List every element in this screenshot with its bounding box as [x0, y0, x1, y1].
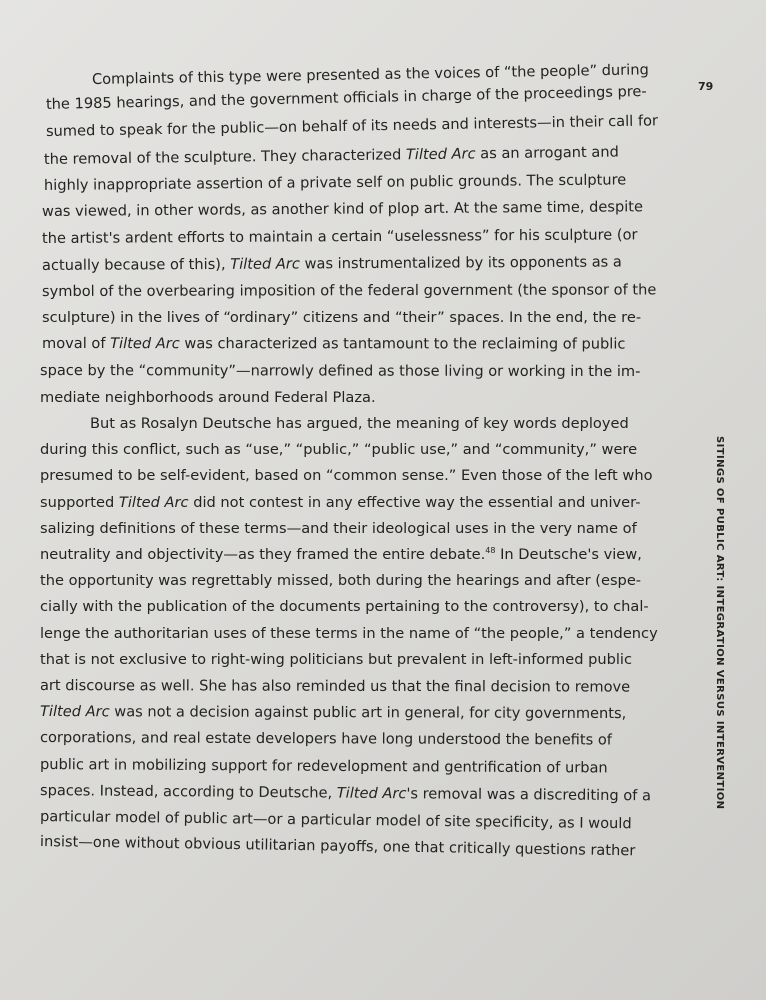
line-text: art discourse as well. She has also reminded us that the final decision to remove [39, 677, 631, 696]
body-line-14 [90, 414, 629, 434]
body-line-18 [40, 519, 637, 539]
body-line-15 [40, 440, 637, 460]
line-text: the opportunity was regrettably missed, both during the hearings and after (espe- [40, 572, 642, 589]
body-line-24 [40, 676, 630, 698]
italic-title: Tilted Arc [336, 784, 407, 803]
body-line-26 [40, 728, 612, 750]
line-text: Complaints of this type were presented as the voices of “the people” during [91, 61, 649, 88]
body-line-6 [42, 197, 643, 222]
line-text: that is not exclusive to right-wing politicians but prevalent in left-informed public [40, 651, 633, 668]
line-text: actually because of this), [41, 255, 231, 274]
italic-title: Tilted Arc [405, 145, 476, 164]
body-line-4 [44, 142, 619, 170]
body-line-8 [42, 252, 622, 276]
body-line-5 [44, 170, 626, 196]
line-text: cially with the publication of the documents pertaining to the controversy), to chal- [40, 598, 649, 615]
line-text-after: was characterized as tantamount to the reclaiming of public [179, 335, 626, 353]
body-line-27 [40, 755, 608, 778]
body-line-9 [42, 280, 656, 302]
running-head [713, 436, 727, 810]
body-line-12 [40, 361, 640, 382]
line-text: highly inappropriate assertion of a private self on public grounds. The sculpture [43, 171, 627, 194]
line-text-after: was instrumentalized by its opponents as a [299, 253, 622, 273]
italic-title: Tilted Arc [110, 335, 180, 353]
body-line-13 [40, 388, 376, 408]
line-text: spaces. Instead, according to Deutsche, [39, 782, 337, 802]
line-text: symbol of the overbearing imposition of the federal government (the sponsor of the [41, 281, 657, 300]
body-line-28 [40, 781, 651, 806]
line-text: the removal of the sculpture. They characterized [43, 146, 407, 168]
body-line-7 [42, 225, 638, 249]
body-line-16 [40, 466, 653, 486]
line-text: neutrality and objectivity—as they framed the entire debate. [40, 546, 486, 563]
line-text: But as Rosalyn Deutsche has argued, the meaning of key words deployed [90, 415, 629, 432]
italic-title: Tilted Arc [230, 255, 300, 273]
line-text: insist—one without obvious utilitarian payoffs, one that critically questions rather [39, 833, 636, 860]
line-text-after: 's removal was a discrediting of a [406, 785, 652, 805]
body-line-23 [40, 650, 632, 670]
line-text: was viewed, in other words, as another kind of plop art. At the same time, despite [41, 198, 644, 220]
italic-title: Tilted Arc [118, 494, 189, 511]
footnote-ref: 48 [485, 546, 496, 556]
page-number: 79 [698, 80, 714, 93]
line-text: presumed to be self-evident, based on “common sense.” Even those of the left who [40, 467, 653, 484]
body-line-3 [46, 111, 658, 142]
line-text: corporations, and real estate developers have long understood the benefits of [39, 729, 612, 749]
line-text: public art in mobilizing support for redevelopment and gentrification of urban [39, 756, 608, 777]
line-text-after: did not contest in any effective way the essential and univer- [188, 494, 641, 511]
body-line-29 [40, 807, 632, 834]
body-line-30 [40, 832, 636, 861]
body-line-20 [40, 571, 641, 591]
line-text: particular model of public art—or a particular model of site specificity, as I would [39, 808, 632, 833]
italic-title: Tilted Arc [39, 703, 110, 721]
line-text: sumed to speak for the public—on behalf of its needs and interests—in their call for [45, 112, 659, 140]
body-line-17 [40, 493, 640, 513]
line-text: lenge the authoritarian uses of these terms in the name of “the people,” a tendency [40, 625, 658, 642]
body-line-11 [42, 334, 625, 355]
body-line-10 [42, 308, 641, 328]
line-text: salizing definitions of these terms—and their ideological uses in the very name of [40, 520, 637, 537]
line-text: space by the “community”—narrowly defined as those living or working in the im- [39, 362, 641, 381]
line-text-after: In Deutsche's view, [495, 546, 642, 563]
line-text: during this conflict, such as “use,” “public,” “public use,” and “community,” were [40, 441, 638, 458]
line-text: mediate neighborhoods around Federal Plaza. [40, 389, 376, 406]
line-text: sculpture) in the lives of “ordinary” citizens and “their” spaces. In the end, the re- [42, 309, 642, 326]
line-text-after: was not a decision against public art in general, for city governments, [109, 703, 627, 723]
line-text: the artist's ardent efforts to maintain a certain “uselessness” for his sculpture (or [41, 226, 638, 247]
line-text-after: as an arrogant and [475, 143, 619, 163]
line-text: supported [40, 494, 119, 511]
line-text: the 1985 hearings, and the government officials in charge of the proceedings pre- [45, 82, 647, 113]
line-text: moval of [41, 335, 111, 353]
body-line-25 [40, 702, 626, 724]
body-line-21 [40, 597, 649, 617]
running-head-text: SITINGS OF PUBLIC ART: INTEGRATION VERSUS INTERVENTION [714, 436, 725, 810]
body-line-22 [40, 624, 658, 644]
body-line-19 [40, 545, 642, 565]
